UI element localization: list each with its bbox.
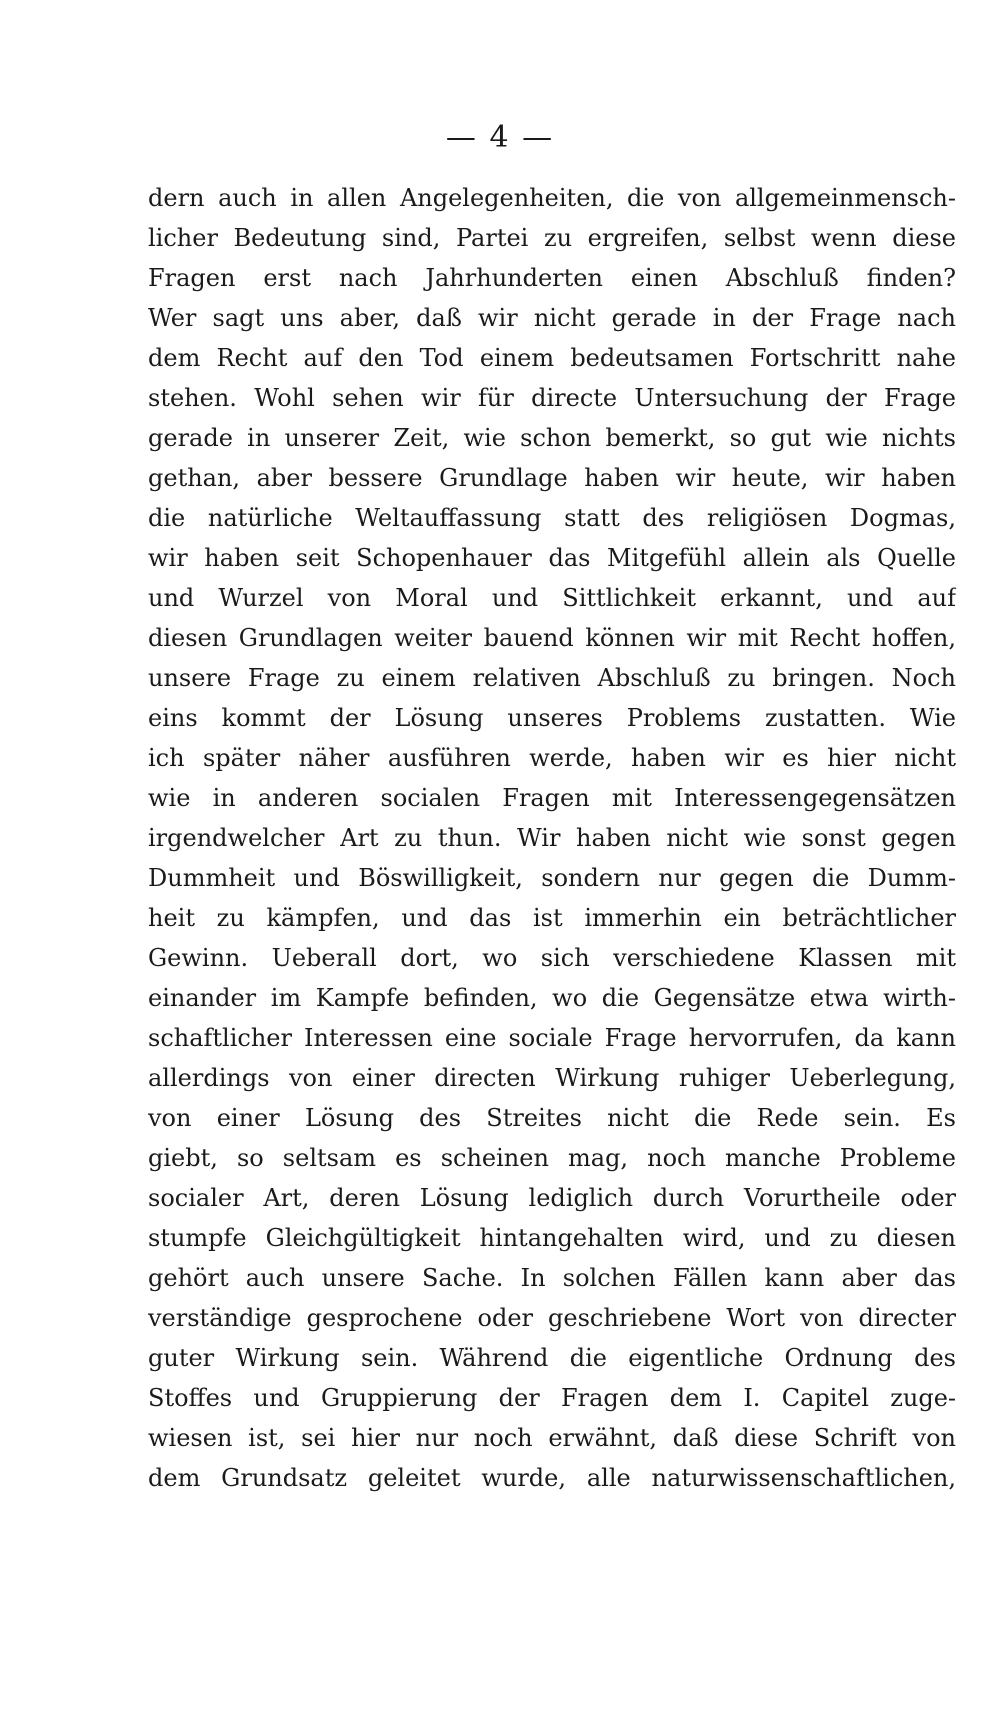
text-line: wir haben seit Schopenhauer das Mitgefühl allein als Quelle [148,544,956,572]
text-line: und Wurzel von Moral und Sittlichkeit erkannt, und auf [148,584,956,612]
text-line: von einer Lösung des Streites nicht die Rede sein. Es [148,1104,956,1132]
text-line: Gewinn. Ueberall dort, wo sich verschiedene Klassen mit [148,944,956,972]
text-line: gehört auch unsere Sache. In solchen Fällen kann aber das [148,1264,956,1292]
text-line: stehen. Wohl sehen wir für directe Untersuchung der Frage [148,384,956,412]
text-line: gerade in unserer Zeit, wie schon bemerkt, so gut wie nichts [148,424,956,452]
text-line: licher Bedeutung sind, Partei zu ergreifen, selbst wenn diese [148,224,956,252]
text-line: ich später näher ausführen werde, haben wir es hier nicht [148,744,956,772]
text-line: die natürliche Weltauffassung statt des religiösen Dogmas, [148,504,956,532]
text-line: wie in anderen socialen Fragen mit Interessengegensätzen [148,784,956,812]
text-line: stumpfe Gleichgültigkeit hintangehalten wird, und zu diesen [148,1224,956,1252]
text-line: diesen Grundlagen weiter bauend können wir mit Recht hoffen, [148,624,956,652]
text-line: giebt, so seltsam es scheinen mag, noch manche Probleme [148,1144,956,1172]
text-line: dern auch in allen Angelegenheiten, die von allgemeinmensch- [148,184,956,212]
text-line: guter Wirkung sein. Während die eigentliche Ordnung des [148,1344,956,1372]
text-line: heit zu kämpfen, und das ist immerhin ein beträchtlicher [148,904,956,932]
text-line: Dummheit und Böswilligkeit, sondern nur gegen die Dumm- [148,864,956,892]
text-line: verständige gesprochene oder geschriebene Wort von directer [148,1304,956,1332]
text-line: eins kommt der Lösung unseres Problems zustatten. Wie [148,704,956,732]
text-line: dem Recht auf den Tod einem bedeutsamen Fortschritt nahe [148,344,956,372]
text-line: allerdings von einer directen Wirkung ruhiger Ueberlegung, [148,1064,956,1092]
text-line: einander im Kampfe befinden, wo die Gegensätze etwa wirth- [148,984,956,1012]
text-line: unsere Frage zu einem relativen Abschluß zu bringen. Noch [148,664,956,692]
text-line: dem Grundsatz geleitet wurde, alle naturwissenschaftlichen, [148,1464,956,1492]
text-line: gethan, aber bessere Grundlage haben wir heute, wir haben [148,464,956,492]
text-line: irgendwelcher Art zu thun. Wir haben nicht wie sonst gegen [148,824,956,852]
text-line: socialer Art, deren Lösung lediglich durch Vorurtheile oder [148,1184,956,1212]
text-line: schaftlicher Interessen eine sociale Frage hervorrufen, da kann [148,1024,956,1052]
page-number: — 4 — [445,120,555,155]
text-line: wiesen ist, sei hier nur noch erwähnt, daß diese Schrift von [148,1424,956,1452]
text-line: Fragen erst nach Jahrhunderten einen Abschluß finden? [148,264,956,292]
body-text [148,178,956,1498]
text-line: Stoffes und Gruppierung der Fragen dem I. Capitel zuge- [148,1384,956,1412]
text-line: Wer sagt uns aber, daß wir nicht gerade in der Frage nach [148,304,956,332]
